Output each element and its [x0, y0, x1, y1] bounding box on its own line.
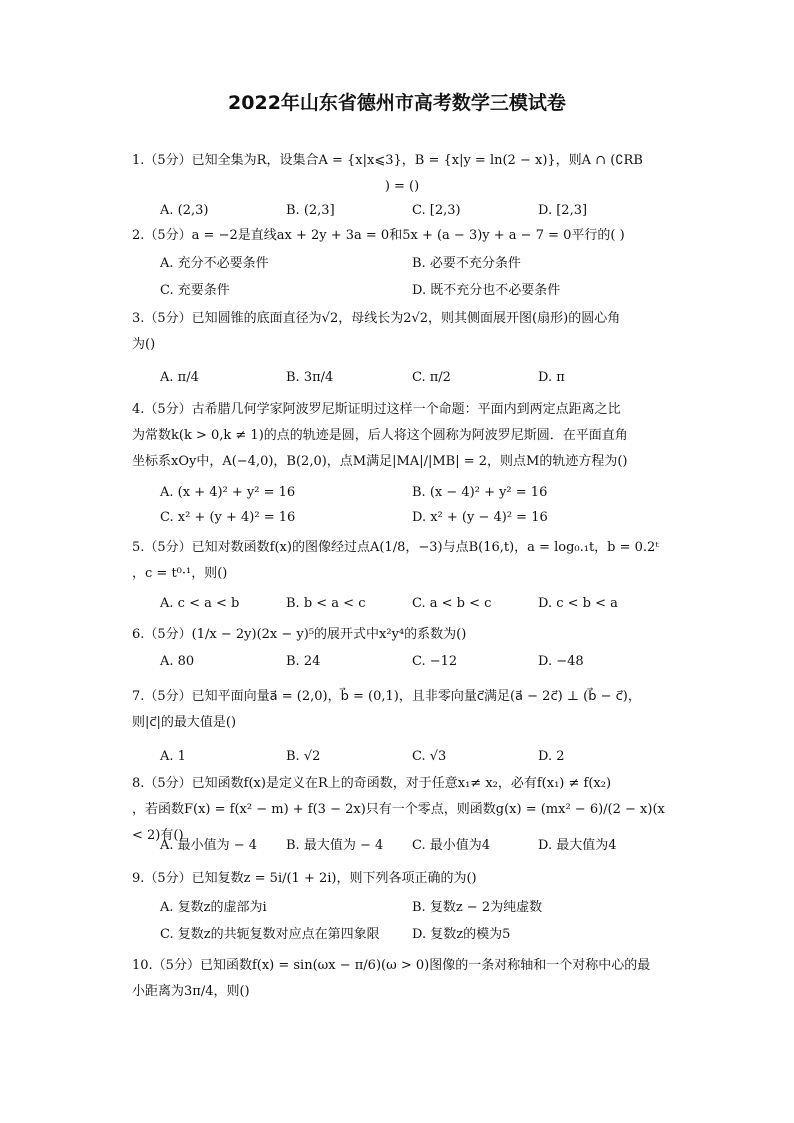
option-a[interactable]: A. 充分不必要条件	[160, 256, 269, 271]
question-4-line-2: 为常数k(k > 0,k ≠ 1)的点的轨迹是圆，后人将这个圆称为阿波罗尼斯圆．在平面直角	[132, 428, 628, 443]
option-d[interactable]: D. 最大值为4	[538, 838, 617, 853]
question-7	[132, 684, 672, 736]
option-a[interactable]: A. (x + 4)² + y² = 16	[160, 485, 296, 500]
question-2	[132, 223, 672, 249]
question-3-stem: 3.（5分）已知圆锥的底面直径为√2，母线长为2√2，则其侧面展开图(扇形)的圆心角	[132, 311, 621, 326]
option-b[interactable]: B. (x − 4)² + y² = 16	[412, 485, 548, 500]
option-d[interactable]: D. x² + (y − 4)² = 16	[412, 510, 548, 525]
option-c[interactable]: C. [2,3)	[412, 203, 461, 218]
question-6	[132, 622, 672, 648]
question-9	[132, 866, 672, 892]
question-4-stem: 4.（5分）古希腊几何学家阿波罗尼斯证明过这样一个命题：平面内到两定点距离之比	[132, 402, 621, 417]
option-b[interactable]: B. 24	[286, 654, 321, 669]
option-a[interactable]: A. c < a < b	[160, 596, 240, 611]
question-6-stem: 6.（5分）(1/x − 2y)(2x − y)⁵的展开式中x²y⁴的系数为()	[132, 627, 467, 642]
option-c[interactable]: C. −12	[412, 654, 458, 669]
question-3-continuation: 为()	[132, 337, 156, 352]
option-d[interactable]: D. 既不充分也不必要条件	[412, 283, 561, 298]
option-d[interactable]: D. π	[538, 370, 565, 385]
question-5	[132, 535, 672, 587]
option-b[interactable]: B. 复数z − 2为纯虚数	[412, 900, 543, 915]
option-d[interactable]: D. 2	[538, 749, 565, 764]
option-a[interactable]: A. 80	[160, 654, 195, 669]
question-7-continuation: 则|c⃗|的最大值是()	[132, 715, 237, 730]
option-a[interactable]: A. 复数z的虚部为i	[160, 900, 267, 915]
option-c[interactable]: C. √3	[412, 749, 447, 764]
question-3	[132, 306, 672, 358]
option-a[interactable]: A. (2,3)	[160, 203, 209, 218]
question-4-line-3: 坐标系xOy中，A(−4,0)，B(2,0)，点M满足|MA|/|MB| = 2，则点M的轨迹方程为()	[132, 454, 628, 469]
question-7-stem: 7.（5分）已知平面向量a⃗ = (2,0)，b⃗ = (0,1)，且非零向量c⃗满足(a⃗ − 2c⃗) ⊥ (b⃗ − c⃗)，	[132, 689, 641, 704]
question-2-stem: 2.（5分）a = −2是直线ax + 2y + 3a = 0和5x + (a − 3)y + a − 7 = 0平行的( )	[132, 228, 625, 243]
question-10-continuation: 小距离为3π/4，则()	[132, 984, 250, 999]
option-d[interactable]: D. [2,3]	[538, 203, 588, 218]
option-b[interactable]: B. 必要不充分条件	[412, 256, 521, 271]
option-c[interactable]: C. 充要条件	[160, 283, 230, 298]
page-title: 2022年山东省德州市高考数学三模试卷	[228, 92, 566, 114]
option-b[interactable]: B. b < a < c	[286, 596, 366, 611]
option-b[interactable]: B. (2,3]	[286, 203, 335, 218]
question-1-continuation: ) = ()	[384, 179, 420, 194]
question-10-stem: 10.（5分）已知函数f(x) = sin(ωx − π/6)(ω > 0)图像的一条对称轴和一个对称中心的最	[132, 958, 651, 973]
question-8-continuation: ，若函数F(x) = f(x² − m) + f(3 − 2x)只有一个零点，则函数g(x) = (mx² − 6)/(2 − x)(x < 2)有()	[132, 802, 665, 843]
question-10	[132, 953, 672, 1005]
option-d[interactable]: D. −48	[538, 654, 584, 669]
option-d[interactable]: D. c < b < a	[538, 596, 618, 611]
option-b[interactable]: B. 3π/4	[286, 370, 334, 385]
option-c[interactable]: C. a < b < c	[412, 596, 492, 611]
option-d[interactable]: D. 复数z的模为5	[412, 927, 511, 942]
option-c[interactable]: C. 最小值为4	[412, 838, 491, 853]
question-1-stem: 1.（5分）已知全集为R，设集合A = {x|x⩽3}，B = {x|y = ln(2 − x)}，则A ∩ (∁RB	[132, 153, 643, 168]
question-4	[132, 397, 672, 475]
question-5-continuation: ，c = t⁰·¹，则()	[132, 566, 228, 581]
option-c[interactable]: C. 复数z的共轭复数对应点在第四象限	[160, 927, 380, 942]
option-b[interactable]: B. 最大值为 − 4	[286, 838, 384, 853]
option-a[interactable]: A. π/4	[160, 370, 199, 385]
option-a[interactable]: A. 最小值为 − 4	[160, 838, 258, 853]
question-8-stem: 8.（5分）已知函数f(x)是定义在R上的奇函数，对于任意x₁≠ x₂，必有f(x₁) ≠ f(x₂)	[132, 776, 612, 791]
option-c[interactable]: C. π/2	[412, 370, 451, 385]
question-5-stem: 5.（5分）已知对数函数f(x)的图像经过点A(1/8，−3)与点B(16,t)，a = log₀.₁t，b = 0.2ᵗ	[132, 540, 659, 555]
option-c[interactable]: C. x² + (y + 4)² = 16	[160, 510, 296, 525]
option-a[interactable]: A. 1	[160, 749, 186, 764]
question-1	[132, 148, 672, 200]
question-9-stem: 9.（5分）已知复数z = 5i/(1 + 2i)，则下列各项正确的为()	[132, 871, 477, 886]
option-b[interactable]: B. √2	[286, 749, 321, 764]
